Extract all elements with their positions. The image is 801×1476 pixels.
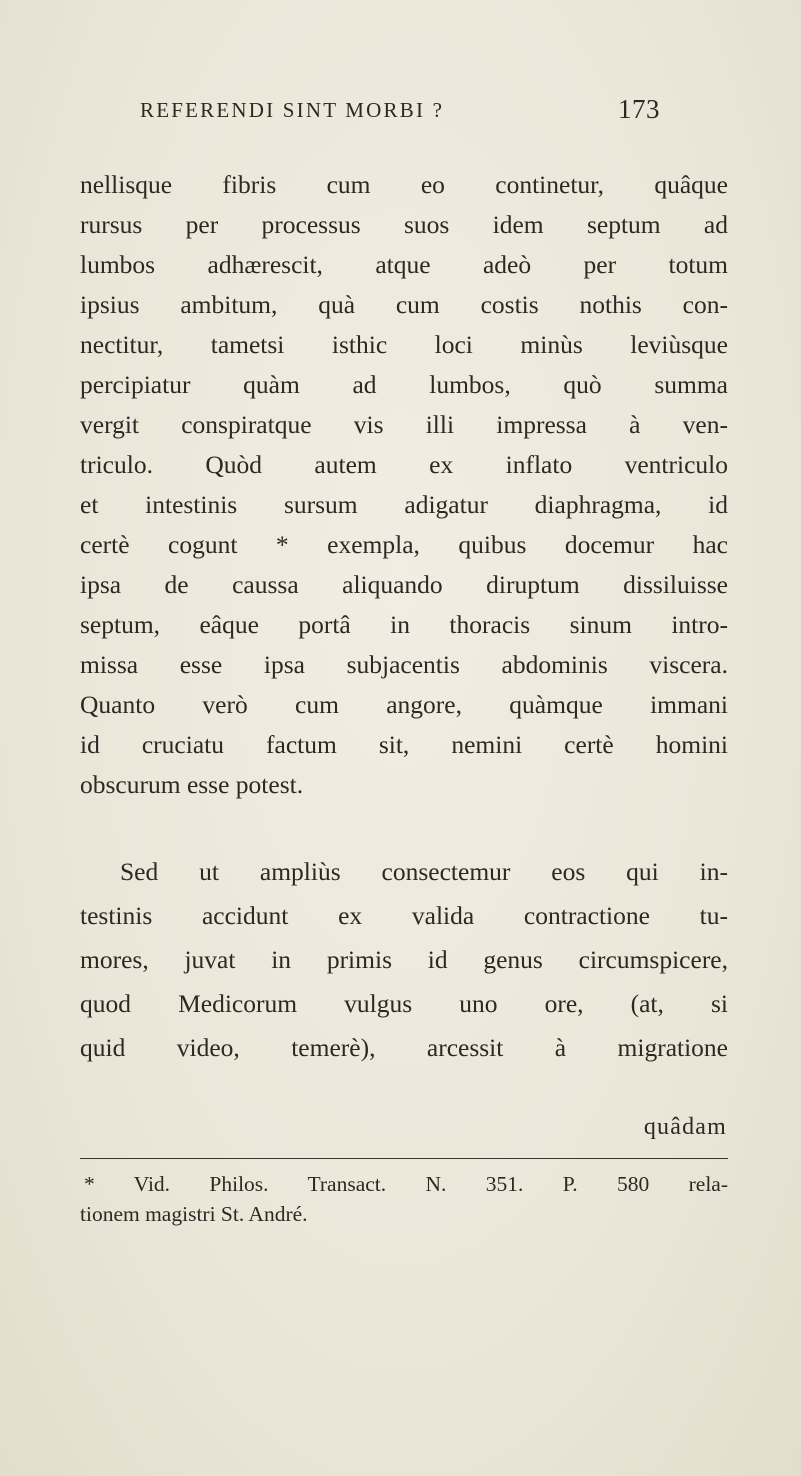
text-line: certè cogunt * exempla, quibus docemur hac — [80, 530, 728, 559]
footnote-rule — [80, 1158, 728, 1159]
text-line: triculo. Quòd autem ex inflato ventriculo — [80, 450, 728, 479]
text-line: percipiatur quàm ad lumbos, quò summa — [80, 370, 728, 399]
catchword: quâdam — [643, 1114, 727, 1140]
footnote-line: tionem magistri St. André. — [80, 1202, 308, 1226]
running-title: REFERENDI SINT MORBI ? — [140, 98, 445, 122]
text-line: obscurum esse potest. — [80, 770, 304, 799]
text-line: nellisque fibris cum eo continetur, quâque — [80, 170, 728, 199]
text-line: missa esse ipsa subjacentis abdominis viscera. — [80, 650, 728, 679]
text-line: ipsa de caussa aliquando diruptum dissiluisse — [80, 570, 728, 599]
text-line: ipsius ambitum, quà cum costis nothis con- — [80, 290, 728, 319]
text-line: nectitur, tametsi isthic loci minùs leviùsque — [80, 330, 728, 359]
text-line: testinis accidunt ex valida contractione tu- — [80, 901, 728, 930]
page-number: 173 — [618, 94, 660, 124]
text-line: septum, eâque portâ in thoracis sinum intro- — [80, 610, 728, 639]
text-line: vergit conspiratque vis illi impressa à ven- — [80, 410, 728, 439]
text-line: Sed ut ampliùs consectemur eos qui in- — [120, 857, 728, 886]
text-line: mores, juvat in primis id genus circumspicere, — [80, 945, 728, 974]
text-line: et intestinis sursum adigatur diaphragma, id — [80, 490, 728, 519]
footnote-line: * Vid. Philos. Transact. N. 351. P. 580 rela- — [84, 1172, 728, 1196]
text-line: id cruciatu factum sit, nemini certè homini — [80, 730, 728, 759]
text-line: quod Medicorum vulgus uno ore, (at, si — [80, 989, 728, 1018]
text-line: lumbos adhærescit, atque adeò per totum — [80, 250, 728, 279]
text-line: rursus per processus suos idem septum ad — [80, 210, 728, 239]
text-line: Quanto verò cum angore, quàmque immani — [80, 690, 728, 719]
text-line: quid video, temerè), arcessit à migratione — [80, 1033, 728, 1062]
running-head — [140, 94, 660, 138]
